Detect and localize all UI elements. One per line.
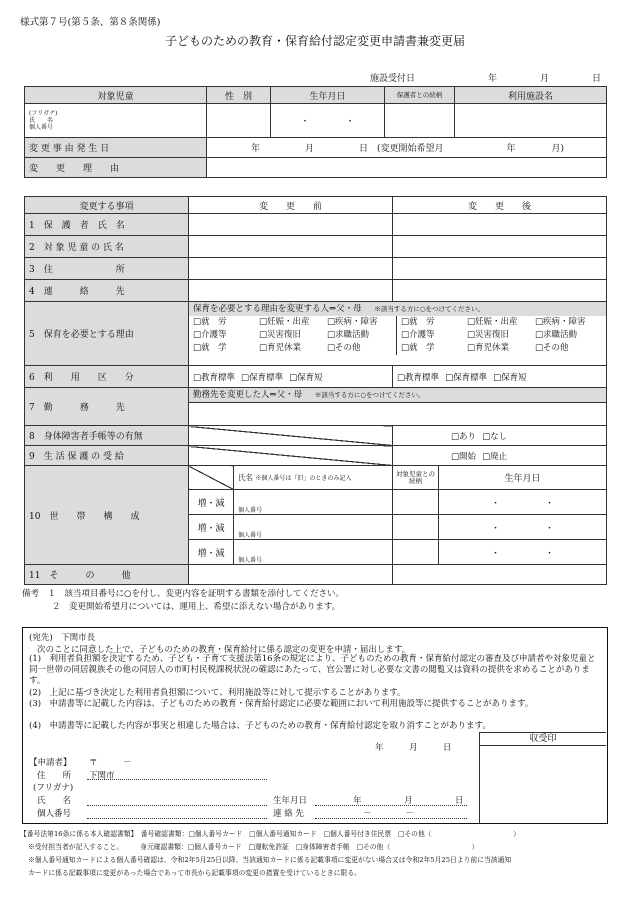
household-addsub-1[interactable]: 増・減	[189, 490, 234, 515]
name-label: 氏 名	[37, 796, 72, 806]
usage-edu-after[interactable]: □教育標準	[397, 372, 440, 383]
row-disability: 8 身体障害者手帳等の有無	[25, 426, 189, 446]
contact-label: 連 絡 先	[273, 809, 304, 819]
form-number: 様式第７号(第５条、第８条関係)	[20, 17, 161, 28]
usage-before	[189, 366, 393, 388]
receipt-stamp-box	[479, 732, 606, 823]
address-after[interactable]	[393, 258, 607, 280]
guardian-before[interactable]	[189, 214, 393, 236]
guardian-after[interactable]	[393, 214, 607, 236]
row-welfare: 9 生 活 保 護 の 受 給	[25, 446, 189, 466]
disability-yes[interactable]: □あり	[451, 431, 477, 442]
name-field[interactable]	[87, 805, 267, 806]
household-indiv-3: 個人番号	[238, 557, 263, 564]
reason-after	[397, 316, 592, 355]
indiv-label: 個人番号	[37, 809, 72, 819]
col-after: 変 更 後	[393, 197, 607, 214]
notes	[22, 588, 344, 614]
indiv-label: 個人番号	[29, 124, 54, 131]
child-before[interactable]	[189, 236, 393, 258]
opt-jobsearch-after[interactable]: □求職活動	[535, 330, 578, 340]
birth-dots: ・ ・	[300, 117, 355, 127]
consent-box	[22, 627, 608, 824]
work-note: ※該当する方に○をつけてください。	[314, 391, 425, 399]
relation-cell[interactable]	[385, 104, 455, 138]
applicant-label: 【申請者】	[29, 758, 72, 768]
reason-changer[interactable]: 保育を必要とする理由を変更する人⇒父・母	[193, 304, 362, 314]
household-relation-3[interactable]	[393, 540, 439, 565]
welfare-after	[393, 446, 607, 466]
usage-after	[393, 366, 607, 388]
footer-line-1: 【番号法第16条に係る本人確認書類】 番号確認書類：□個人番号カード □個人番号通知カード □個人番号付き住民票 □その他（ ）	[20, 830, 520, 838]
household-birth-3[interactable]: ・ ・	[439, 540, 607, 565]
usage-std-before[interactable]: □保育標準	[241, 372, 284, 383]
row-address: 3 住 所	[25, 258, 189, 280]
received-day: 日	[592, 74, 602, 84]
col-relation: 保護者との続柄	[385, 87, 455, 104]
opt-school-after[interactable]: □就 学	[401, 343, 435, 353]
birth-cell[interactable]	[271, 104, 385, 138]
household-name-label: 氏名	[238, 473, 253, 482]
row-contact: 4 連 絡 先	[25, 280, 189, 302]
indiv-field[interactable]	[87, 818, 267, 819]
opt-work-after[interactable]: □就 労	[401, 317, 435, 327]
facility-cell[interactable]	[455, 104, 607, 138]
household-addsub-2[interactable]: 増・減	[189, 515, 234, 540]
opt-disaster[interactable]: □災害復旧	[259, 330, 302, 340]
household-relation-col: 対象児童との続柄	[393, 466, 439, 490]
workplace-cell[interactable]	[189, 388, 607, 426]
other-before[interactable]	[189, 565, 393, 585]
reason-label: 変 更 理 由	[25, 158, 207, 178]
row-usage: 6 利 用 区 分	[25, 366, 189, 388]
footer-line-4: カードに係る記載事項に変更があった場合であって市長から記載事項の変更の措置を受けているときに限る。	[28, 869, 361, 877]
opt-childleave[interactable]: □育児休業	[259, 343, 302, 353]
address-label: 住 所	[37, 771, 72, 781]
opt-school[interactable]: □就 学	[193, 343, 227, 353]
opt-jobsearch[interactable]: □求職活動	[327, 330, 370, 340]
usage-std-after[interactable]: □保育標準	[445, 372, 488, 383]
usage-edu-before[interactable]: □教育標準	[193, 372, 236, 383]
disability-no[interactable]: □なし	[482, 431, 508, 442]
birth-value[interactable]: 年 月 日	[353, 796, 464, 806]
birth-label: 生年月日	[273, 796, 308, 806]
contact-after[interactable]	[393, 280, 607, 302]
row-workplace: 7 勤 務 先	[25, 388, 189, 426]
contact-value[interactable]: － －	[363, 809, 415, 819]
row-child-name: 2 対 象 児 童 の 氏 名	[25, 236, 189, 258]
welfare-before	[189, 446, 393, 466]
postal-code[interactable]: 〒 －	[89, 758, 132, 768]
reason-cell	[189, 302, 607, 366]
receipt-label: 収受印	[480, 733, 606, 746]
addressee: (宛先) 下関市長	[29, 633, 96, 643]
row-childcare-reason: 5 保育を必要とする理由	[25, 302, 189, 366]
household-name-2[interactable]	[234, 515, 393, 540]
opt-illness[interactable]: □疾病・障害	[327, 317, 378, 327]
child-table	[24, 86, 607, 178]
event-date-value[interactable]: 年 月 日 (変更開始希望月 年 月)	[207, 138, 607, 158]
received-label: 施設受付日	[370, 74, 416, 84]
opt-work[interactable]: □就 労	[193, 317, 227, 327]
address-value[interactable]: 下関市	[89, 771, 115, 781]
opt-childleave-after[interactable]: □育児休業	[467, 343, 510, 353]
consent-p2: (2) 上記に基づき決定した利用者負担額について、利用施設等に対して提示することがあります。	[29, 688, 406, 698]
opt-pregnancy[interactable]: □妊娠・出産	[259, 317, 310, 327]
consent-p3: (3) 申請書等に記載した内容は、子どものための教育・保育給付認定に必要な範囲において利用施設等に提供することがあります。	[29, 699, 534, 709]
household-name-col	[234, 466, 393, 490]
received-month: 月	[540, 74, 550, 84]
note-2: ２ 変更開始希望月については、運用上、希望に添えない場合があります。	[52, 602, 341, 612]
work-changer[interactable]: 勤務先を変更した人⇒父・母	[193, 390, 303, 400]
col-before: 変 更 前	[189, 197, 393, 214]
household-hd-slash	[189, 466, 234, 490]
usage-short-before[interactable]: □保育短	[289, 372, 323, 383]
household-name-note: ※個人番号は『旧」のときのみ記入	[255, 475, 352, 482]
furigana-label: (フリガナ)	[33, 783, 74, 793]
household-indiv-1: 個人番号	[238, 507, 263, 514]
opt-pregnancy-after[interactable]: □妊娠・出産	[467, 317, 518, 327]
form-title: 子どものための教育・保育給付認定変更申請書兼変更届	[164, 34, 465, 48]
consent-intro: 次のことに同意した上で、子どものための教育・保育給付に係る認定の変更を申請・届出します。	[37, 645, 411, 655]
application-date[interactable]: 年 月 日	[375, 743, 452, 753]
reason-before	[189, 316, 397, 355]
furigana-label: (フリガナ)	[29, 110, 58, 117]
opt-care[interactable]: □介護等	[193, 330, 227, 340]
row-other: 11 そ の 他	[25, 565, 189, 585]
change-table	[24, 196, 607, 585]
household-addsub-3[interactable]: 増・減	[189, 540, 234, 565]
consent-p1: (1) 利用者負担額を決定するため、子ども・子育て支援法第16条の規定により、子どものための教育・保育給付認定の審査及び申請者や対象児童と同一世帯の同居親族その他の同居人の市町村民税課税状況の確認にあたって、官公署に対し必要な文書の閲覧又は資料の提供を求めることがあります。	[29, 654, 596, 686]
row-guardian-name: 1 保 護 者 氏 名	[25, 214, 189, 236]
welfare-start[interactable]: □開始	[451, 451, 477, 462]
col-birth: 生年月日	[271, 87, 385, 104]
opt-care-after[interactable]: □介護等	[401, 330, 435, 340]
col-facility: 利用施設名	[455, 87, 607, 104]
child-after[interactable]	[393, 236, 607, 258]
household-birth-2[interactable]: ・ ・	[439, 515, 607, 540]
child-name-cell[interactable]	[25, 104, 207, 138]
footer-notes	[20, 828, 620, 880]
footer-line-3: ※個人番号通知カードによる個人番号確認は、令和2年5月25日以降、当該通知カードに係る記載事項に変更がない場合又は令和2年5月25日より前に当該通知	[28, 856, 512, 864]
name-label: 氏 名	[29, 117, 54, 124]
household-birth-1[interactable]: ・ ・	[439, 490, 607, 515]
row-household: 10 世 帯 構 成	[25, 466, 189, 565]
household-relation-2[interactable]	[393, 515, 439, 540]
household-name-3[interactable]	[234, 540, 393, 565]
opt-other-after[interactable]: □その他	[535, 343, 569, 353]
opt-other[interactable]: □その他	[327, 343, 361, 353]
col-child: 対象児童	[25, 87, 207, 104]
other-after[interactable]	[393, 565, 607, 585]
event-date-label: 変 更 事 由 発 生 日	[25, 138, 207, 158]
disability-after	[393, 426, 607, 446]
footer-line-2: ※受付担当者が記入すること。 身元確認書類：□個人番号カード □運転免許証 □身体障害者手帳 □その他（ ）	[28, 843, 479, 851]
contact-before[interactable]	[189, 280, 393, 302]
received-year: 年	[488, 74, 498, 84]
opt-illness-after[interactable]: □疾病・障害	[535, 317, 586, 327]
opt-disaster-after[interactable]: □災害復旧	[467, 330, 510, 340]
welfare-end[interactable]: □廃止	[482, 451, 508, 462]
address-before[interactable]	[189, 258, 393, 280]
col-item: 変更する事項	[25, 197, 189, 214]
household-relation-1[interactable]	[393, 490, 439, 515]
reason-note: ※該当する方に○をつけてください。	[374, 305, 484, 313]
col-sex: 性 別	[207, 87, 271, 104]
household-indiv-2: 個人番号	[238, 532, 263, 539]
household-name-1[interactable]	[234, 490, 393, 515]
disability-before	[189, 426, 393, 446]
notes-label: 備考	[22, 589, 40, 599]
reason-value[interactable]	[207, 158, 607, 178]
note-1: １ 該当項目番号に○を付し、変更内容を証明する書類を添付してください。	[47, 589, 344, 599]
consent-p4: (4) 申請書等に記載した内容が事実と相違した場合は、子どものための教育・保育給付認定を取り消すことがあります。	[29, 721, 491, 731]
sex-cell[interactable]	[207, 104, 271, 138]
usage-short-after[interactable]: □保育短	[493, 372, 527, 383]
household-birth-col: 生年月日	[439, 466, 607, 490]
